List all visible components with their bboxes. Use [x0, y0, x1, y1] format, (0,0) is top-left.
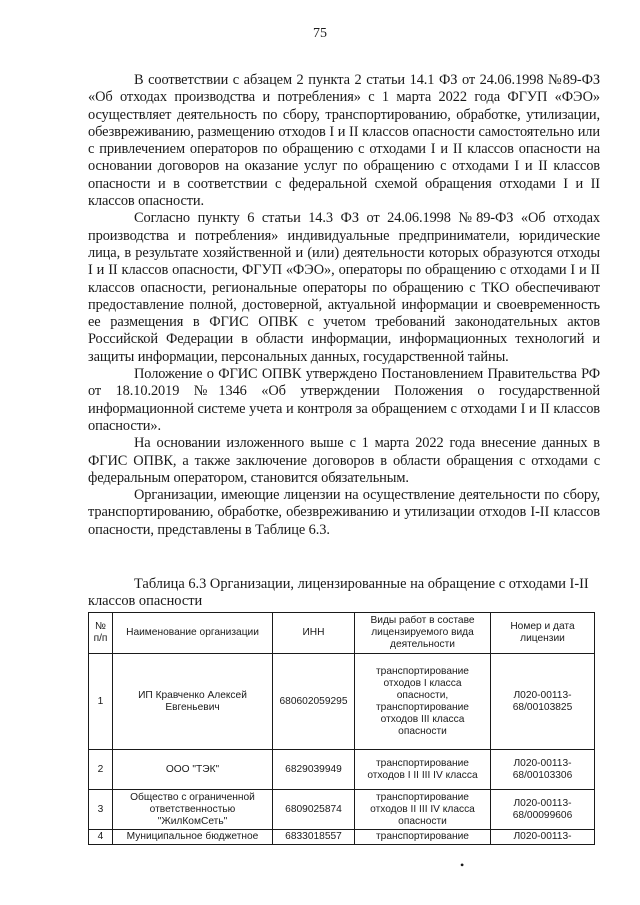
cell-org-name: Муниципальное бюджетное — [113, 830, 273, 845]
organizations-table — [88, 612, 595, 845]
table-header-row — [89, 613, 595, 654]
paragraph-1: В соответствии с абзацем 2 пункта 2 статьи 14.1 ФЗ от 24.06.1998 №89-ФЗ «Об отходах производства и потребления» с 1 марта 2022 года ФГУП «ФЭО» осуществляет деятельность по сбору, транспортированию, обработке, утилизации, обезвреживанию, размещению отходов I и II классов опасности самостоятельно или с привлечением операторов по обращению с отходами I и II классов опасности на основании договоров на оказание услуг по обращению с отходами I и II классов опасности и в соответствии с федеральной схемой обращения отходами I и II классов опасности. — [88, 72, 600, 210]
paragraph-4: На основании изложенного выше с 1 марта 2022 года внесение данных в ФГИС ОПВК, а также заключение договоров в области обращения с отходами с федеральным оператором, становится обязательным. — [88, 435, 600, 486]
paragraph-3: Положение о ФГИС ОПВК утверждено Постановлением Правительства РФ от 18.10.2019 №1346 «Об утверждении Положения о государственной информационной системе учета и контроля за обращением с отходами I и II классов опасности». — [88, 366, 600, 434]
paragraph-2: Согласно пункту 6 статьи 14.3 ФЗ от 24.06.1998 №89-ФЗ «Об отходах производства и потребления» индивидуальные предприниматели, юридические лица, в результате хозяйственной и (или) деятельности которых образуются отходы I и II классов опасности, ФГУП «ФЭО», операторы по обращению с отходами I и II классов опасности, региональные операторы по обращению с ТКО обеспечивают предоставление полной, достоверной, актуальной информации и своевременность ее размещения в ФГИС ОПВК с учетом требований законодательных актов Российской Федерации в области информации, информационных технологий и защиты информации, персональных данных, государственной тайны. — [88, 210, 600, 365]
header-org-name: Наименование организации — [113, 613, 273, 654]
table-row — [89, 830, 595, 845]
cell-work-types: транспортирование — [355, 830, 491, 845]
cell-number: 2 — [89, 750, 113, 790]
cell-work-types: транспортирование отходов II III IV класса опасности — [355, 790, 491, 830]
cell-inn: 680602059295 — [273, 654, 355, 750]
paragraph-5: Организации, имеющие лицензии на осуществление деятельности по сбору, транспортированию, обработке, обезвреживанию и утилизации отходов I-II классов опасности, представлены в Таблице 6.3. — [88, 487, 600, 538]
cell-inn: 6829039949 — [273, 750, 355, 790]
table-row — [89, 790, 595, 830]
cell-inn: 6833018557 — [273, 830, 355, 845]
cell-work-types: транспортирование отходов I класса опасности, транспортирование отходов III класса опасности — [355, 654, 491, 750]
header-number: № п/п — [89, 613, 113, 654]
cell-license: Л020-00113-68/00103306 — [491, 750, 595, 790]
page-number: 75 — [313, 26, 327, 41]
cell-license: Л020-00113-68/00099606 — [491, 790, 595, 830]
cell-work-types: транспортирование отходов I II III IV класса — [355, 750, 491, 790]
body-text — [88, 72, 600, 539]
cell-license: Л020-00113-68/00103825 — [491, 654, 595, 750]
cell-number: 4 — [89, 830, 113, 845]
header-inn: ИНН — [273, 613, 355, 654]
cell-number: 1 — [89, 654, 113, 750]
cell-org-name: Общество с ограниченной ответственностью "ЖилКомСеть" — [113, 790, 273, 830]
cell-org-name: ООО "ТЭК" — [113, 750, 273, 790]
table-caption: Таблица 6.3 Организации, лицензированные на обращение с отходами I-II классов опасности — [88, 576, 589, 609]
cell-org-name: ИП Кравченко Алексей Евгеньевич — [113, 654, 273, 750]
cell-license: Л020-00113- — [491, 830, 595, 845]
header-license: Номер и дата лицензии — [491, 613, 595, 654]
table-row — [89, 654, 595, 750]
header-work-types: Виды работ в составе лицензируемого вида деятельности — [355, 613, 491, 654]
cell-inn: 6809025874 — [273, 790, 355, 830]
scan-speck: • — [460, 858, 465, 872]
cell-number: 3 — [89, 790, 113, 830]
table-row — [89, 750, 595, 790]
